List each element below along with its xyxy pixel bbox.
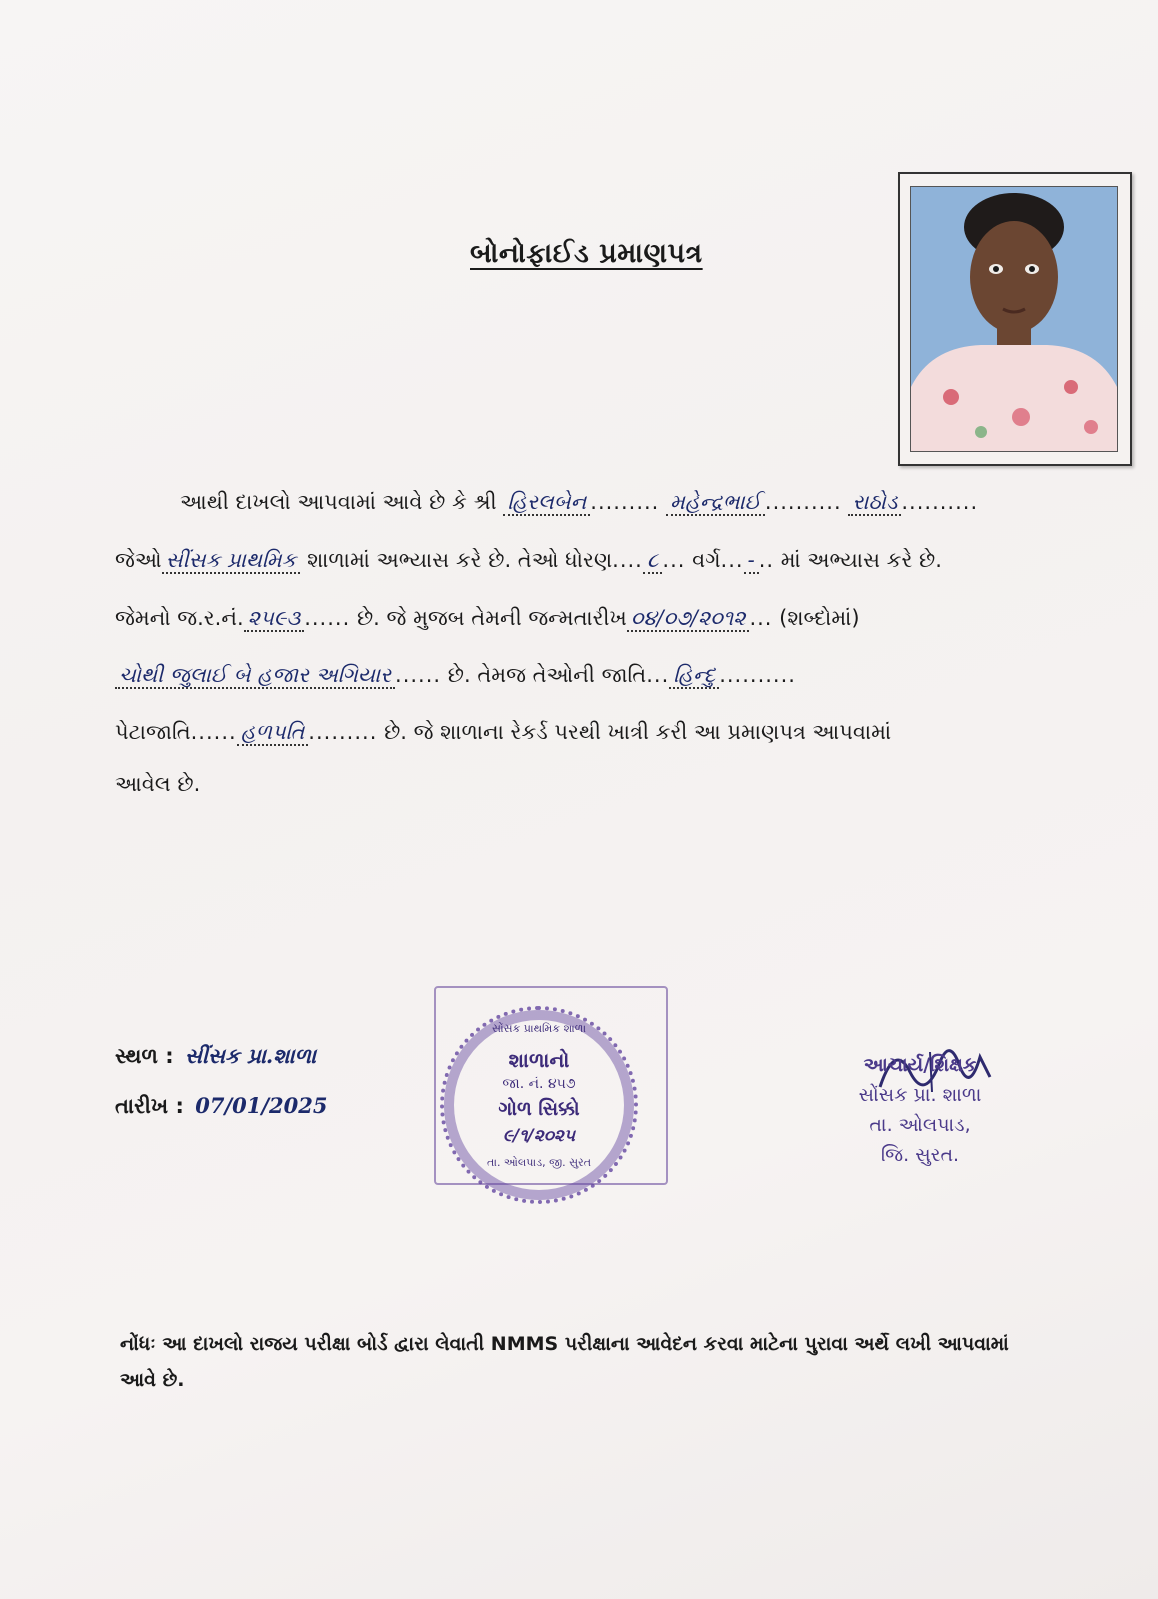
photo-image [910,186,1118,452]
line5-suffix: છે. જે શાળાના રેકર્ડ પરથી ખાત્રી કરી આ પ્રમાણપત્ર આપવામાં [384,720,892,744]
standard-value: ૮ [643,548,663,574]
student-first-name: હિરલબેન [503,490,590,516]
line3-mid: છે. જે મુજબ તેમની જન્મતારીખ [356,606,627,630]
signatory-school: સોંસક પ્રા. શાળા [858,1084,982,1106]
line5-prefix: પેટાજાતિ [115,720,191,744]
certificate-title: બોનોફાઈડ પ્રમાણપત્ર [470,238,703,269]
student-photo [898,172,1132,466]
line2-class-label: વર્ગ [692,548,721,572]
body-line-3: જેમનો જ.ર.નં. ૨૫૯૩ ...... છે. જે મુજબ તેમની જન્મતારીખ ૦૪/૦૭/૨૦૧૨ ... (શબ્દોમાં) [115,606,860,630]
line2-prefix: જેઓ [115,548,162,572]
date-field [115,1093,331,1119]
place-label: સ્થળ : [115,1044,174,1068]
seal-line-3: ગોળ સિક્કો [498,1098,580,1120]
birth-date: ૦૪/૦૭/૨૦૧૨ [627,606,750,632]
seal-bottom-text: તા. ઓલપાડ, જી. સુરત [486,1156,592,1169]
signatory-taluka: તા. ઓલપાડ, [869,1114,971,1136]
seal-line-1: શાળાનો [508,1048,570,1072]
gr-number: ૨૫૯૩ [244,606,305,632]
place-value: સીંસક પ્રા.શાળા [184,1043,317,1068]
line3-prefix: જેમનો જ.ર.નં. [115,606,244,630]
body-line-2: જેઓ સીંસક પ્રાથમિક શાળામાં અભ્યાસ કરે છે. તેઓ ધોરણ.... ૮ ... વર્ગ... - .. માં અભ્યાસ કરે છે. [115,548,942,572]
line4-mid: છે. તેમજ તેઓની જાતિ [447,663,647,687]
line2-suffix: માં અભ્યાસ કરે છે. [780,548,942,572]
school-round-seal [440,1006,638,1204]
signatory-district: જિ. સુરત. [880,1144,960,1166]
student-father-name: મહેન્દ્રભાઈ [666,490,765,516]
signature-block [820,1050,1020,1170]
student-surname: રાઠોડ [848,490,901,516]
seal-ring-text: સોંસક પ્રાથમિક શાળા [491,1022,587,1035]
signatory-role: આચાર્ય/શિક્ષક [863,1054,977,1076]
caste-value: હિન્દુ [669,663,719,689]
footer-note: નોંધઃ આ દાખલો રાજય પરીક્ષા બોર્ડ દ્વારા લેવાતી NMMS પરીક્ષાના આવેદન કરવા માટેના પુરાવા અર્થે લખી આપવામાં આવે છે. [120,1333,1009,1391]
body-line-5: પેટાજાતિ...... હળપતિ ......... છે. જે શાળાના રેકર્ડ પરથી ખાત્રી કરી આ પ્રમાણપત્ર આપવામાં [115,720,892,744]
body-line-6: આવેલ છે. [115,772,201,796]
body-line-4: ચોથી જુલાઈ બે હજાર અગિયાર ...... છે. તેમજ તેઓની જાતિ... હિન્દુ .......... [115,663,796,688]
line2-mid: શાળામાં અભ્યાસ કરે છે. તેઓ ધોરણ [307,548,613,572]
school-name: સીંસક પ્રાથમિક [162,548,301,574]
sub-caste-value: હળપતિ [237,720,309,746]
body-line-1: આથી દાખલો આપવામાં આવે છે કે શ્રી હિરલબેન ......... મહેન્દ્રભાઈ .......... રાઠોડ .......... [180,490,979,514]
line3-suffix: (શબ્દોમાં) [779,606,860,630]
date-label: તારીખ : [115,1094,184,1118]
seal-line-2: જા. નં. ૪૫૭ [502,1076,576,1092]
seal-line-4: ૯/૧/૨૦૨૫ [502,1126,576,1146]
birth-date-in-words: ચોથી જુલાઈ બે હજાર અગિયાર [115,663,395,689]
place-field [115,1043,320,1069]
date-value: 07/01/2025 [195,1093,328,1118]
division-value: - [744,548,759,574]
line1-prefix: આથી દાખલો આપવામાં આવે છે કે શ્રી [180,490,497,514]
